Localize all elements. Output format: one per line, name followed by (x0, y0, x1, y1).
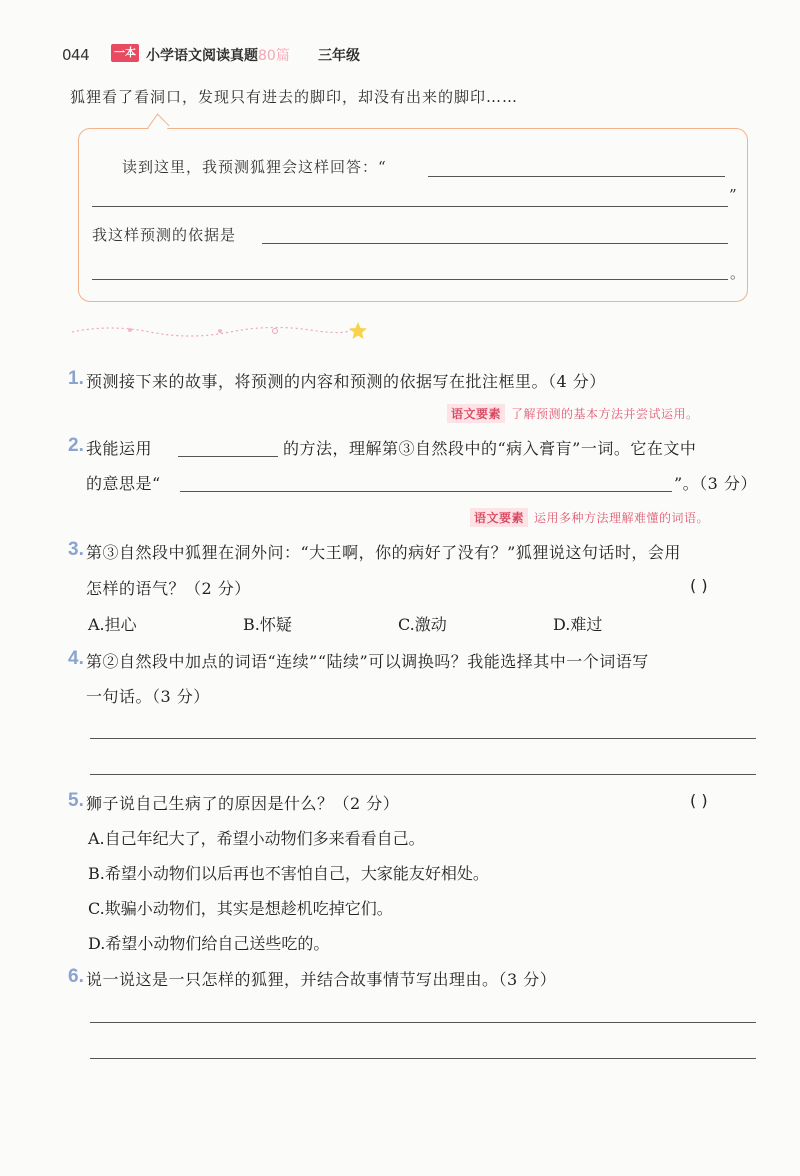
answer-line-q6-2[interactable] (90, 1058, 756, 1059)
answer-line-q6-1[interactable] (90, 1022, 756, 1023)
question-3-number: 3. (68, 539, 84, 560)
answer-line-q4-2[interactable] (90, 774, 756, 775)
annotation-close-quote: ” (729, 186, 738, 204)
page-number: 044 (62, 46, 90, 64)
question-2-text-a: 我能运用 (86, 439, 153, 458)
answer-blank-meaning[interactable] (180, 491, 672, 492)
question-4-text-line2: 一句话。（3 分） (86, 687, 210, 706)
question-2-text-d: ”。（3 分） (674, 474, 757, 493)
question-3-option-b[interactable]: B.怀疑 (243, 615, 292, 634)
grade-label: 三年级 (318, 48, 360, 64)
question-5-text: 狮子说自己生病了的原因是什么？（2 分） (86, 794, 400, 813)
passage-text: 狐狸看了看洞口，发现只有进去的脚印，却没有出来的脚印…… (70, 88, 519, 106)
question-5-number: 5. (68, 790, 84, 811)
annotation-box (78, 128, 748, 302)
star-icon (349, 322, 367, 339)
answer-line-basis[interactable] (262, 243, 728, 244)
question-2-number: 2. (68, 435, 84, 456)
series-badge: 一本 (111, 44, 139, 62)
answer-line-prediction[interactable] (428, 176, 725, 177)
book-title (146, 45, 290, 65)
tag-badge: 语文要素 (470, 508, 528, 527)
tag-text: 运用多种方法理解难懂的词语。 (534, 511, 710, 525)
question-5-option-b[interactable]: B.希望小动物们以后再也不害怕自己，大家能友好相处。 (88, 864, 489, 883)
question-3-option-c[interactable]: C.激动 (398, 615, 447, 634)
question-1-tag (447, 404, 699, 423)
question-1-number: 1. (68, 368, 84, 389)
question-4-text-line1: 第②自然段中加点的词语“连续”“陆续”可以调换吗？我能选择其中一个词语写 (86, 652, 649, 671)
answer-blank-method[interactable] (178, 456, 278, 457)
tag-text: 了解预测的基本方法并尝试运用。 (511, 407, 699, 421)
question-3-answer-box[interactable]: ( ) (690, 576, 708, 595)
book-title-text: 小学语文阅读真题 (146, 48, 258, 64)
answer-line-q4-1[interactable] (90, 738, 756, 739)
decorative-divider (70, 320, 370, 340)
question-1-text: 预测接下来的故事，将预测的内容和预测的依据写在批注框里。（4 分） (86, 372, 606, 391)
annotation-period: 。 (730, 264, 747, 282)
question-5-option-a[interactable]: A.自己年纪大了，希望小动物们多来看看自己。 (88, 829, 425, 848)
question-5-answer-box[interactable]: ( ) (690, 791, 708, 810)
question-5-option-d[interactable]: D.希望小动物们给自己送些吃的。 (88, 934, 330, 953)
question-6-text: 说一说这是一只怎样的狐狸，并结合故事情节写出理由。（3 分） (86, 970, 557, 989)
answer-line-basis-2[interactable] (92, 279, 728, 280)
question-3-text-line2: 怎样的语气？（2 分） (86, 579, 251, 598)
annotation-basis-label: 我这样预测的依据是 (92, 226, 237, 244)
book-count: 80篇 (258, 48, 290, 64)
question-5-option-c[interactable]: C.欺骗小动物们，其实是想趁机吃掉它们。 (88, 899, 393, 918)
answer-line-prediction-2[interactable] (92, 206, 728, 207)
question-3-option-a[interactable]: A.担心 (88, 615, 137, 634)
question-4-number: 4. (68, 648, 84, 669)
question-2-tag (470, 508, 709, 527)
annotation-prompt: 读到这里，我预测狐狸会这样回答：“ (122, 158, 387, 176)
question-6-number: 6. (68, 966, 84, 987)
tag-badge: 语文要素 (447, 404, 505, 423)
question-3-text-line1: 第③自然段中狐狸在洞外问：“大王啊，你的病好了没有？”狐狸说这句话时，会用 (86, 543, 681, 562)
question-2-text-c: 的意思是“ (86, 474, 161, 493)
question-2-text-b: 的方法，理解第③自然段中的“病入膏肓”一词。它在文中 (283, 439, 697, 458)
question-3-option-d[interactable]: D.难过 (553, 615, 603, 634)
